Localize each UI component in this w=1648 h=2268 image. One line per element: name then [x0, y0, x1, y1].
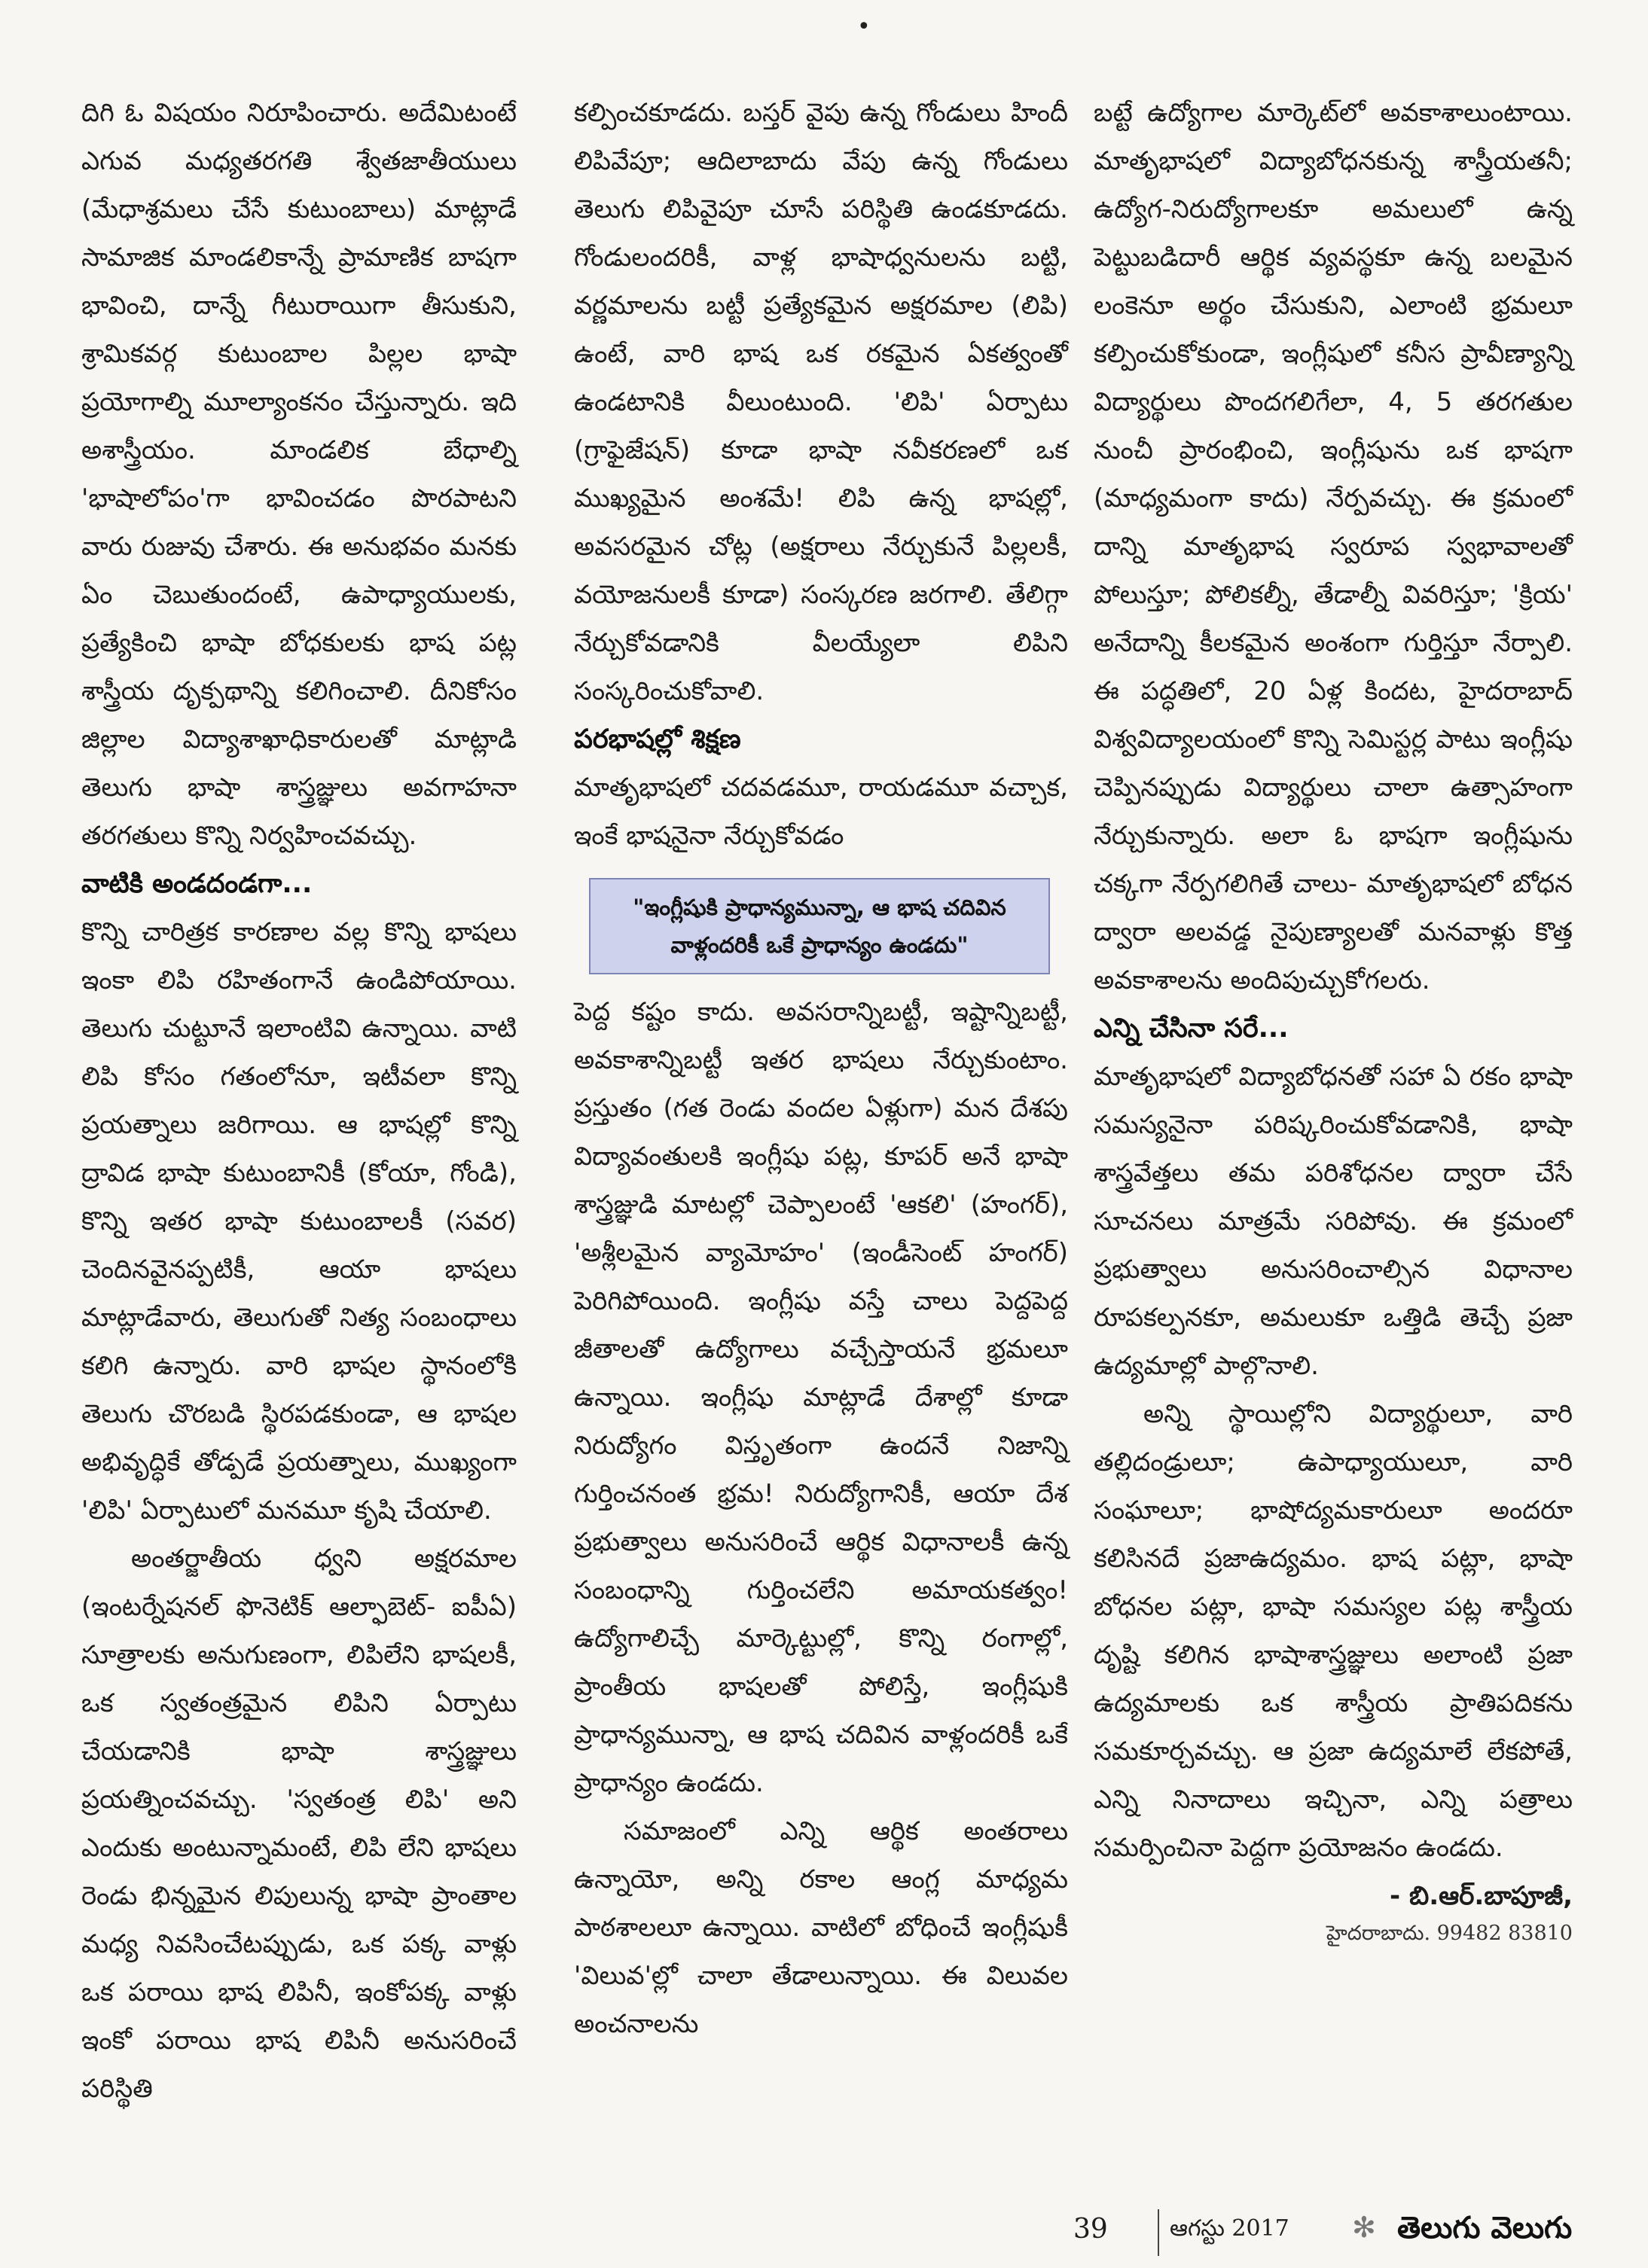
body-paragraph: అంతర్జాతీయ ధ్వని అక్షరమాల (ఇంటర్నేషనల్ ఫొనెటిక్ ఆల్ఫాబెట్- ఐపీఏ) సూత్రాలకు అనుగుణంగా, లిపిలేని భాషలకీ, ఒక స్వతంత్రమైన లిపిని ఏర్పాటు చేయడానికి భాషా శాస్త్రజ్ఞులు ప్రయత్నించవచ్చు. 'స్వతంత్ర లిపి' అని ఎందుకు అంటున్నామంటే, లిపి లేని భాషలు రెండు భిన్నమైన లిపులున్న భాషా ప్రాంతాల మధ్య నివసించేటప్పుడు, ఒక పక్క వాళ్లు ఒక పరాయి భాష లిపినీ, ఇంకోపక్క వాళ్లు ఇంకో పరాయి భాష లిపినీ అనుసరించే పరిస్థితి — [81, 1544, 517, 2104]
section-heading: పరభాషల్లో శిక్షణ — [574, 724, 741, 754]
section-heading: వాటికి అండదండగా... — [81, 869, 313, 899]
author-location-phone: హైదరాబాదు. 99482 83810 — [1326, 1922, 1573, 1945]
flower-ornament-icon: ✻ — [1352, 2211, 1376, 2244]
page-footer — [1073, 2208, 1601, 2253]
column-1 — [81, 89, 517, 2113]
pull-quote: "ఇంగ్లీషుకి ప్రాధాన్యమున్నా, ఆ భాష చదివిన వాళ్లందరికీ ఒకే ప్రాధాన్యం ఉండదు" — [589, 878, 1050, 974]
page-number: 39 — [1073, 2214, 1108, 2245]
column-2 — [574, 89, 1068, 2048]
section-heading: ఎన్ని చేసినా సరే... — [1094, 1014, 1289, 1044]
footer-divider — [1158, 2209, 1159, 2256]
magazine-name: తెలుగు వెలుగు — [1397, 2211, 1573, 2245]
body-paragraph: దిగి ఓ విషయం నిరూపించారు. అదేమిటంటే ఎగువ మధ్యతరగతి శ్వేతజాతీయులు (మేధాశ్రమలు చేసే కుటుంబాలు) మాట్లాడే సామాజిక మాండలికాన్నే ప్రామాణిక బాషగా భావించి, దాన్నే గీటురాయిగా తీసుకుని, శ్రామికవర్గ కుటుంబాల పిల్లల భాషా ప్రయోగాల్ని మూల్యాంకనం చేస్తున్నారు. ఇది అశాస్త్రీయం. మాండలిక బేధాల్ని 'భాషాలోపం'గా భావించడం పొరపాటని వారు రుజువు చేశారు. ఈ అనుభవం మనకు ఏం చెబుతుందంటే, ఉపాధ్యాయులకు, ప్రత్యేకించి భాషా బోధకులకు భాష పట్ల శాస్త్రీయ దృక్పథాన్ని కలిగించాలి. దీనికోసం జిల్లాల విద్యాశాఖాధికారులతో మాట్లాడి తెలుగు భాషా శాస్త్రజ్ఞులు అవగాహనా తరగతులు కొన్ని నిర్వహించవచ్చు. — [81, 98, 517, 851]
body-paragraph: బట్టే ఉద్యోగాల మార్కెట్‌లో అవకాశాలుంటాయి. మాతృభాషలో విద్యాబోధనకున్న శాస్త్రీయతనీ; ఉద్యోగ-నిరుద్యోగాలకూ అమలులో ఉన్న పెట్టుబడిదారీ ఆర్థిక వ్యవస్థకూ ఉన్న బలమైన లంకెనూ అర్థం చేసుకుని, ఎలాంటి భ్రమలూ కల్పించుకోకుండా, ఇంగ్లీషులో కనీస ప్రావీణ్యాన్ని విద్యార్థులు పొందగలిగేలా, 4, 5 తరగతుల నుంచీ ప్రారంభించి, ఇంగ్లీషును ఒక భాషగా (మాధ్యమంగా కాదు) నేర్పవచ్చు. ఈ క్రమంలో దాన్ని మాతృభాష స్వరూప స్వభావాలతో పోలుస్తూ; పోలికల్నీ, తేడాల్నీ వివరిస్తూ; 'క్రియ' అనేదాన్ని కీలకమైన అంశంగా గుర్తిస్తూ నేర్పాలి. ఈ పద్ధతిలో, 20 ఏళ్ల కిందట, హైదరాబాద్ విశ్వవిద్యాలయంలో కొన్ని సెమిస్టర్ల పాటు ఇంగ్లీషు చెప్పినప్పుడు విద్యార్థులు చాలా ఉత్సాహంగా నేర్చుకున్నారు. అలా ఓ భాషగా ఇంగ్లీషును చక్కగా నేర్పగలిగితే చాలు- మాతృభాషలో బోధన ద్వారా అలవడ్డ నైపుణ్యాలతో మనవాళ్లు కొత్త అవకాశాలను అందిపుచ్చుకోగలరు. — [1094, 98, 1573, 995]
body-paragraph: మాతృభాషలో విద్యాబోధనతో సహా ఏ రకం భాషా సమస్యనైనా పరిష్కరించుకోవడానికి, భాషా శాస్త్రవేత్తలు తమ పరిశోధనల ద్వారా చేసే సూచనలు మాత్రమే సరిపోవు. ఈ క్రమంలో ప్రభుత్వాలు అనుసరించాల్సిన విధానాల రూపకల్పనకూ, అమలుకూ ఒత్తిడి తెచ్చే ప్రజా ఉద్యమాల్లో పాల్గొనాలి. — [1094, 1062, 1573, 1381]
page-marker: • — [857, 14, 871, 40]
body-paragraph: సమాజంలో ఎన్ని ఆర్థిక అంతరాలు ఉన్నాయో, అన్ని రకాల ఆంగ్ల మాధ్యమ పాఠశాలలూ ఉన్నాయి. వాటిలో బోధించే ఇంగ్లీషుకీ 'విలువ'ల్లో చాలా తేడాలున్నాయి. ఈ విలువల అంచనాలను — [574, 1816, 1068, 2039]
issue-month: ఆగస్టు 2017 — [1170, 2215, 1289, 2242]
body-paragraph: అన్ని స్థాయిల్లోని విద్యార్థులూ, వారి తల్లిదండ్రులూ; ఉపాధ్యాయులూ, వారి సంఘాలూ; భాషోద్యమకారులూ అందరూ కలిసినదే ప్రజాఉద్యమం. భాష పట్లా, భాషా బోధనల పట్లా, భాషా సమస్యల పట్ల శాస్త్రీయ దృష్టి కలిగిన భాషాశాస్త్రజ్ఞులు అలాంటి ప్రజా ఉద్యమాలకు ఒక శాస్త్రీయ ప్రాతిపదికను సమకూర్చవచ్చు. ఆ ప్రజా ఉద్యమాలే లేకపోతే, ఎన్ని నినాదాలు ఇచ్చినా, ఎన్ని పత్రాలు సమర్పించినా పెద్దగా ప్రయోజనం ఉండదు. — [1094, 1399, 1573, 1863]
body-paragraph: మాతృభాషలో చదవడమూ, రాయడమూ వచ్చాక, ఇంకే భాషనైనా నేర్చుకోవడం — [574, 773, 1068, 851]
body-paragraph: కొన్ని చారిత్రక కారణాల వల్ల కొన్ని భాషలు ఇంకా లిపి రహితంగానే ఉండిపోయాయి. తెలుగు చుట్టూనే ఇలాంటివి ఉన్నాయి. వాటి లిపి కోసం గతంలోనూ, ఇటీవలా కొన్ని ప్రయత్నాలు జరిగాయి. ఆ భాషల్లో కొన్ని ద్రావిడ భాషా కుటుంబానికీ (కోయా, గోండి), కొన్ని ఇతర భాషా కుటుంబాలకీ (సవర) చెందినవైనప్పటికీ, ఆయా భాషలు మాట్లాడేవారు, తెలుగుతో నిత్య సంబంధాలు కలిగి ఉన్నారు. వారి భాషల స్థానంలోకి తెలుగు చొరబడి స్థిరపడకుండా, ఆ భాషల అభివృద్ధికే తోడ్పడే ప్రయత్నాలు, ముఖ్యంగా 'లిపి' ఏర్పాటులో మనమూ కృషి చేయాలి. — [81, 917, 517, 1526]
column-3 — [1094, 89, 1573, 1950]
body-paragraph: పెద్ద కష్టం కాదు. అవసరాన్నిబట్టీ, ఇష్టాన్నిబట్టీ, అవకాశాన్నిబట్టీ ఇతర భాషలు నేర్చుకుంటాం. ప్రస్తుతం (గత రెండు వందల ఏళ్లుగా) మన దేశపు విద్యావంతులకి ఇంగ్లీషు పట్ల, కూపర్ అనే భాషా శాస్త్రజ్ఞుడి మాటల్లో చెప్పాలంటే 'ఆకలి' (హంగర్), 'అశ్లీలమైన వ్యామోహం' (ఇండీసెంట్ హంగర్) పెరిగిపోయింది. ఇంగ్లీషు వస్తే చాలు పెద్దపెద్ద జీతాలతో ఉద్యోగాలు వచ్చేస్తాయనే భ్రమలూ ఉన్నాయి. ఇంగ్లీషు మాట్లాడే దేశాల్లో కూడా నిరుద్యోగం విస్తృతంగా ఉందనే నిజాన్ని గుర్తించనంత భ్రమ! నిరుద్యోగానికీ, ఆయా దేశ ప్రభుత్వాలు అనుసరించే ఆర్థిక విధానాలకీ ఉన్న సంబంధాన్ని గుర్తించలేని అమాయకత్వం! ఉద్యోగాలిచ్చే మార్కెట్టుల్లో, కొన్ని రంగాల్లో, ప్రాంతీయ భాషలతో పోలిస్తే, ఇంగ్లీషుకి ప్రాధాన్యమున్నా, ఆ భాష చదివిన వాళ్లందరికీ ఒకే ప్రాధాన్యం ఉండదు. — [574, 997, 1068, 1798]
author-byline: - బి.ఆర్.బాపూజీ, — [1390, 1881, 1573, 1911]
body-paragraph: కల్పించకూడదు. బస్తర్ వైపు ఉన్న గోండులు హిందీ లిపివేపూ; ఆదిలాబాదు వేపు ఉన్న గోండులు తెలుగు లిపివైపూ చూసే పరిస్థితి ఉండకూడదు. గోండులందరికీ, వాళ్ల భాషాధ్వనులను బట్టి, వర్ణమాలను బట్టీ ప్రత్యేకమైన అక్షరమాల (లిపి) ఉంటే, వారి భాష ఒక రకమైన ఏకత్వంతో ఉండటానికి వీలుంటుంది. 'లిపి' ఏర్పాటు (గ్రాఫైజేషన్) కూడా భాషా నవీకరణలో ఒక ముఖ్యమైన అంశమే! లిపి ఉన్న భాషల్లో, అవసరమైన చోట్ల (అక్షరాలు నేర్చుకునే పిల్లలకీ, వయోజనులకీ కూడా) సంస్కరణ జరగాలి. తేలిగ్గా నేర్చుకోవడానికి వీలయ్యేలా లిపిని సంస్కరించుకోవాలి. — [574, 98, 1068, 706]
